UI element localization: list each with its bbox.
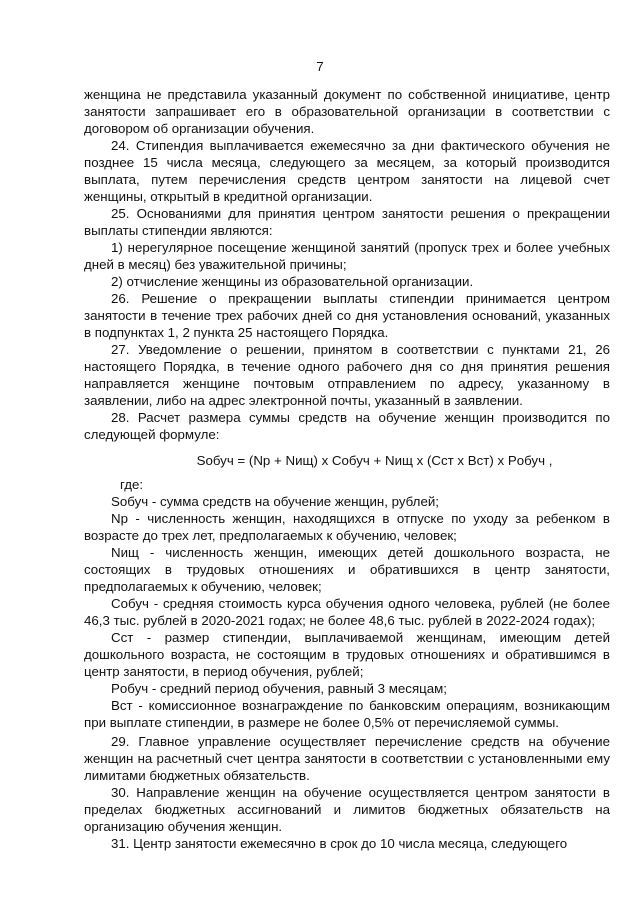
- formula: Sобуч = (Nр + Nищ) x Cобуч + Nищ x (Cст x Bст) x Pобуч ,: [196, 453, 553, 468]
- definition-p-obuch: Pобуч - средний период обучения, равный 3 месяцам;: [111, 681, 447, 696]
- definition-n-isch: Nищ - численность женщин, имеющих детей дошкольного возраста, не состоящих в трудовых отношениях и обратившихся в центр занятости, предполагаемых к обучению, человек;: [84, 545, 610, 594]
- definition-c-st: Cст - размер стипендии, выплачиваемой женщинам, имеющим детей дошкольного возраста, не состоящим в трудовых отношениях и обратившимся в центр занятости, в период обучения, рублей;: [84, 630, 610, 679]
- definition-c-obuch: Cобуч - средняя стоимость курса обучения одного человека, рублей (не более 46,3 тыс. рублей в 2020-2021 годах; не более 48,6 тыс. рублей в 2022-2024 годах);: [84, 596, 610, 628]
- paragraph-27: 27. Уведомление о решении, принятом в соответствии с пунктами 21, 26 настоящего Порядка, в течение одного рабочего дня со дня принятия решения направляется женщине почтовым отправлением по адресу, указанному в заявлении, либо на адрес электронной почты, указанный в заявлении.: [84, 342, 610, 408]
- paragraph-26: 26. Решение о прекращении выплаты стипендии принимается центром занятости в течение трех рабочих дней со дня установления оснований, указанных в подпунктах 1, 2 пункта 25 настоящего Порядка.: [84, 291, 610, 340]
- document-body: [84, 86, 610, 852]
- paragraph-25-item-2: 2) отчисление женщины из образовательной организации.: [111, 274, 474, 289]
- paragraph-25-item-1: 1) нерегулярное посещение женщиной занятий (пропуск трех и более учебных дней в месяц) без уважительной причины;: [84, 240, 610, 272]
- definition-b-st: Bст - комиссионное вознаграждение по банковским операциям, возникающим при выплате стипендии, в размере не более 0,5% от перечисляемой суммы.: [84, 698, 610, 730]
- page-number: 7: [316, 59, 324, 74]
- definition-s-obuch: Sобуч - сумма средств на обучение женщин, рублей;: [111, 494, 439, 509]
- paragraph-28: 28. Расчет размера суммы средств на обучение женщин производится по следующей формуле:: [84, 410, 610, 442]
- formula-where: где:: [120, 477, 144, 492]
- paragraph-continuation: женщина не представила указанный документ по собственной инициативе, центр занятости запрашивает его в образовательной организации в соответствии с договором об организации обучения.: [84, 87, 610, 136]
- paragraph-25: 25. Основаниями для принятия центром занятости решения о прекращении выплаты стипендии являются:: [84, 206, 610, 238]
- definition-n-r: Nр - численность женщин, находящихся в отпуске по уходу за ребенком в возрасте до трех лет, предполагаемых к обучению, человек;: [84, 511, 610, 543]
- paragraph-30: 30. Направление женщин на обучение осуществляется центром занятости в пределах бюджетных ассигнований и лимитов бюджетных обязательств на организацию обучения женщин.: [84, 785, 610, 834]
- paragraph-31: 31. Центр занятости ежемесячно в срок до 10 числа месяца, следующего: [111, 836, 568, 851]
- paragraph-29: 29. Главное управление осуществляет перечисление средств на обучение женщин на расчетный счет центра занятости в соответствии с установленными ему лимитами бюджетных обязательств.: [84, 734, 610, 783]
- paragraph-24: 24. Стипендия выплачивается ежемесячно за дни фактического обучения не позднее 15 числа месяца, следующего за месяцем, за который производится выплата, путем перечисления средств центром занятости на лицевой счет женщины, открытый в кредитной организации.: [84, 138, 610, 204]
